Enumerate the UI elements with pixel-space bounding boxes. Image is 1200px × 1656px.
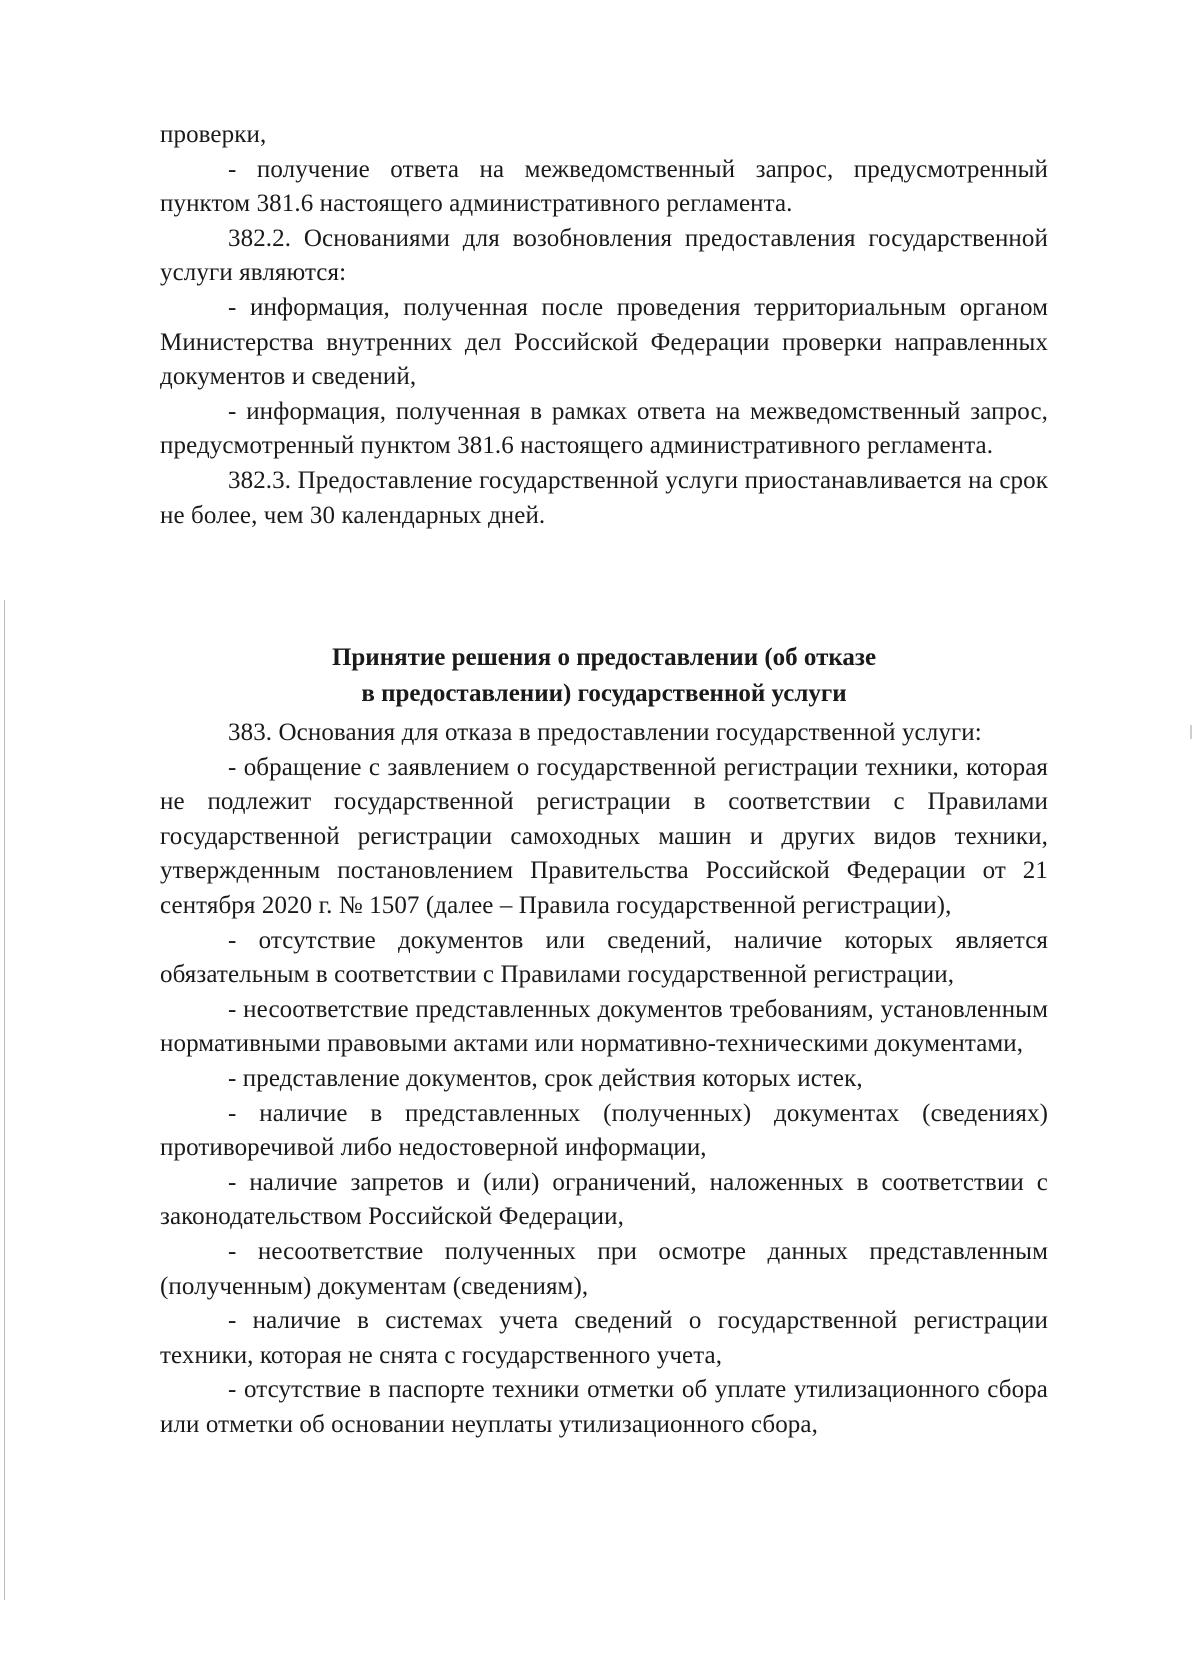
clause-382-2: 382.2. Основаниями для возобновления предоставления государственной услуги являются:	[160, 224, 1048, 287]
refusal-ground-not-deregistered: - наличие в системах учета сведений о государственной регистрации техники, которая не снята с государственного учета,	[160, 1307, 1048, 1369]
list-item-interagency-info: - информация, полученная в рамках ответа на межведомственный запрос, предусмотренный пунктом 381.6 настоящего административного регламента.	[160, 397, 1048, 460]
refusal-ground-contradictory: - наличие в представленных (полученных) документах (сведениях) противоречивой либо недостоверной информации,	[160, 1099, 1048, 1162]
refusal-ground-nonconformity: - несоответствие представленных документов требованиям, установленным нормативными правовыми актами или нормативно-техническими документами,	[160, 995, 1048, 1058]
scan-mark	[1190, 725, 1192, 739]
refusal-ground-missing-documents: - отсутствие документов или сведений, наличие которых является обязательным в соответствии с Правилами государственной регистрации,	[160, 926, 1048, 989]
clause-382-3: 382.3. Предоставление государственной услуги приостанавливается на срок не более, чем 30 календарных дней.	[160, 466, 1048, 529]
refusal-ground-restrictions: - наличие запретов и (или) ограничений, наложенных в соответствии с законодательством Российской Федерации,	[160, 1168, 1048, 1231]
refusal-ground-recycling-fee: - отсутствие в паспорте техники отметки об уплате утилизационного сбора или отметки об основании неуплаты утилизационного сбора,	[160, 1376, 1048, 1438]
scan-edge-line	[4, 600, 5, 1600]
section-heading	[160, 640, 1048, 712]
list-item-interagency-response: - получение ответа на межведомственный запрос, предусмотренный пунктом 381.6 настоящего административного регламента.	[160, 155, 1048, 218]
refusal-ground-inspection-mismatch: - несоответствие полученных при осмотре данных представленным (полученным) документам (сведениям),	[160, 1237, 1048, 1300]
refusal-ground-not-subject: - обращение с заявлением о государственной регистрации техники, которая не подлежит государственной регистрации в соответствии с Правилами государственной регистрации самоходных машин и других видов техники, утвержденным постановлением Правительства Российской Федерации от 21 сентября 2020 г. № 1507 (далее – Правила государственной регистрации),	[160, 753, 1048, 919]
list-item-mvd-check: - информация, полученная после проведения территориальным органом Министерства внутренних дел Российской Федерации проверки направленных документов и сведений,	[160, 293, 1048, 391]
section-heading-line-1: Принятие решения о предоставлении (об отказе	[331, 644, 877, 671]
section-heading-line-2: в предоставлении) государственной услуги	[361, 680, 847, 707]
refusal-ground-expired: - представление документов, срок действия которых истек,	[228, 1064, 863, 1092]
paragraph-continuation: проверки,	[160, 121, 267, 148]
bottom-text-section	[160, 716, 1048, 1442]
top-text-section	[160, 118, 1048, 533]
clause-383: 383. Основания для отказа в предоставлении государственной услуги:	[228, 719, 982, 746]
